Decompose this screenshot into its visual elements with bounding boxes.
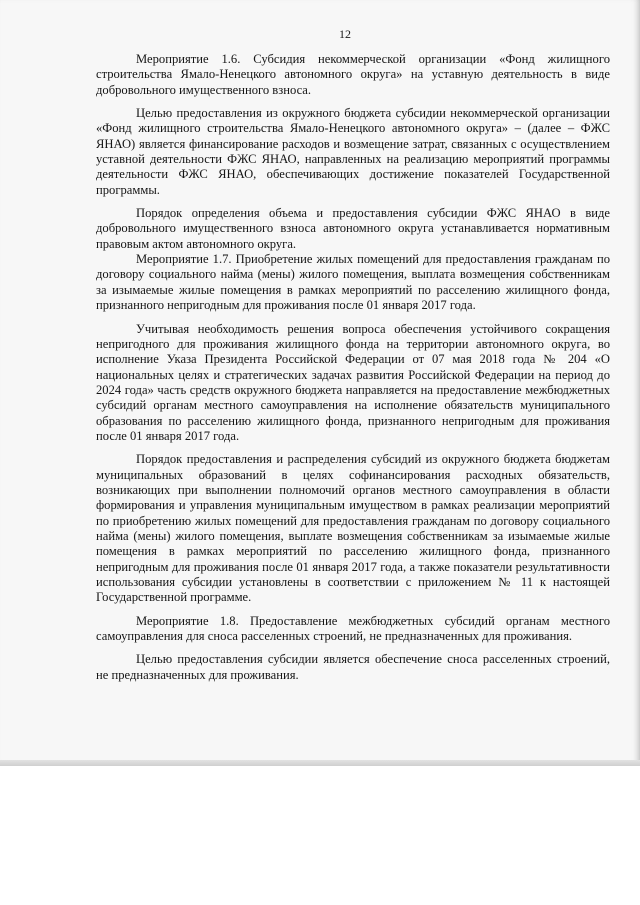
paragraph-measure-1-7: Мероприятие 1.7. Приобретение жилых помещений для предоставления гражданам по договору социального найма (мены) жилого помещения, выплата возмещения собственникам за изымаемые жилые помещения в рамках мероприятий по расселению жилищного фонда, признанного непригодным для проживания после 01 января 2017 года.	[96, 252, 610, 313]
paragraph-purpose-demolition: Целью предоставления субсидии является обеспечение сноса расселенных строений, не предназначенных для проживания.	[96, 652, 610, 682]
scan-edge-shadow	[0, 760, 640, 766]
paragraph-purpose-fzhs: Целью предоставления из окружного бюджета субсидии некоммерческой организации «Фонд жилищного строительства Ямало-Ненецкого автономного округа» – (далее – ФЖС ЯНАО) является финансирование расходов и возмещение затрат, связанных с осуществлением уставной деятельности ФЖС ЯНАО, направленных на реализацию мероприятий программы деятельности ФЖС ЯНАО, обеспечивающих достижение показателей Государственной программы.	[96, 106, 610, 197]
paragraph-decree-context: Учитывая необходимость решения вопроса обеспечения устойчивого сокращения непригодного для проживания жилищного фонда на территории автономного округа, во исполнение Указа Президента Российской Федерации от 07 мая 2018 года № 204 «О национальных целях и стратегических задачах развития Российской Федерации на период до 2024 года» часть средств окружного бюджета направляется на предоставление межбюджетных субсидий органам местного самоуправления на исполнение обязательств муниципального образования по расселению жилищного фонда, признанного непригодным для проживания после 01 января 2017 года.	[96, 321, 610, 443]
paragraph-measure-1-6: Мероприятие 1.6. Субсидия некоммерческой организации «Фонд жилищного строительства Ямало-Ненецкого автономного округа» на уставную деятельность в виде добровольного имущественного взноса.	[96, 52, 610, 97]
paragraph-subsidy-procedure: Порядок предоставления и распределения субсидий из окружного бюджета бюджетам муниципальных образований в целях софинансирования расходных обязательств, возникающих при выполнении полномочий органов местного самоуправления в области формирования и управления муниципальным имуществом в рамках реализации мероприятий по приобретению жилых помещений для предоставления гражданам по договору социального найма (мены) жилого помещения, выплате возмещения собственникам за изымаемые жилые помещения в рамках мероприятий по расселению жилищного фонда, признанного непригодным для проживания после 01 января 2017 года, а также показатели результативности использования субсидии установлены в соответствии с приложением № 11 к настоящей Государственной программе.	[96, 452, 610, 605]
paragraph-measure-1-8: Мероприятие 1.8. Предоставление межбюджетных субсидий органам местного самоуправления для сноса расселенных строений, не предназначенных для проживания.	[96, 613, 610, 644]
document-body	[96, 52, 610, 683]
page-number: 12	[339, 27, 351, 41]
paragraph-procedure-fzhs: Порядок определения объема и предоставления субсидии ФЖС ЯНАО в виде добровольного имущественного взноса автономного округа устанавливается нормативным правовым актом автономного округа.	[96, 206, 610, 251]
